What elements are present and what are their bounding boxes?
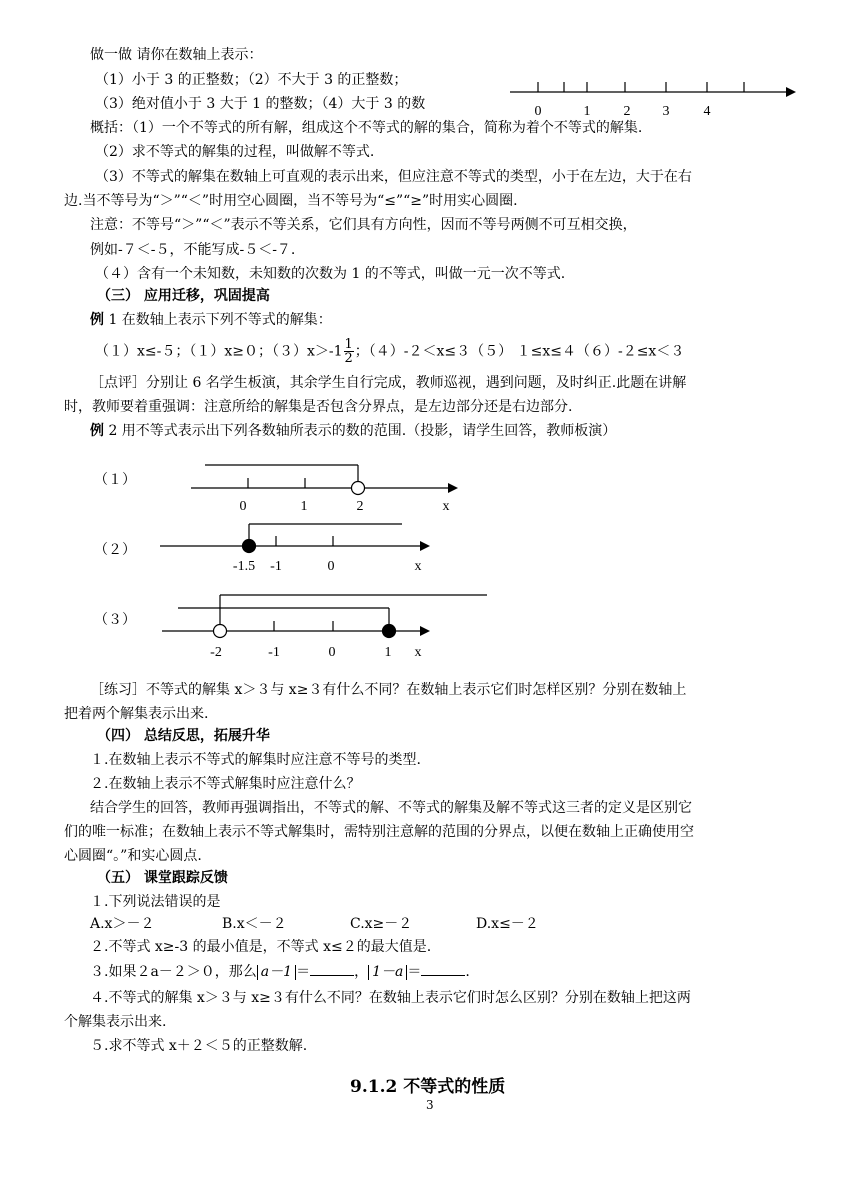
axis-variable: x	[442, 499, 450, 514]
text-line: 注意：不等号“＞”“＜”表示不等关系，它们具有方向性，因而不等号两侧不可互相交换，	[90, 217, 637, 233]
text-line: （1）小于 3 的正整数；（2）不大于 3 的正整数；	[95, 72, 408, 88]
equals-sign: ＝	[296, 964, 311, 980]
fraction-numerator: 1	[344, 337, 353, 352]
inequality-list	[95, 338, 684, 365]
filled-circle	[243, 540, 256, 553]
equals-sign: ＝	[407, 964, 422, 980]
text-line: （3）不等式的解集在数轴上可直观的表示出来，但应注意不等式的类型，小于在左边，大于在右	[95, 169, 692, 185]
tick-label: 0	[534, 104, 542, 119]
inequality-part: （１）x≤-５；（１）x≥０；（３）x＞-1	[95, 343, 343, 360]
arrow-head	[786, 87, 796, 97]
text-line: 心圆圈“。”和实心圆点.	[64, 848, 202, 864]
tick-label: -2	[210, 645, 222, 660]
text-line: 们的唯一标准；在数轴上表示不等式解集时，需特别注意解的范围的分界点，以便在数轴上正确使用空	[64, 824, 694, 840]
diagram-label: （３）	[94, 613, 136, 628]
arrow-head	[448, 483, 458, 493]
option-d: D.x≤－２	[476, 916, 539, 932]
open-circle	[352, 482, 365, 495]
absolute-value: a－1	[257, 965, 296, 980]
tick-label: -1	[268, 645, 280, 660]
example-heading	[90, 421, 616, 441]
tick-label: 3	[662, 104, 670, 119]
text-line: 边.当不等号为“＞”“＜”时用空心圆圈，当不等号为“≤”“≥”时用实心圆圈.	[64, 193, 518, 209]
question-line: ２.不等式 x≥-3 的最小值是，不等式 x≤２的最大值是.	[90, 939, 432, 955]
tick-label: 2	[623, 104, 631, 119]
absolute-value: 1－a	[368, 965, 407, 980]
tick-label: 1	[583, 104, 591, 119]
option-c: C.x≥－２	[350, 916, 413, 932]
text-line: （3）绝对值小于 3 大于 1 的整数；（4）大于 3 的数	[95, 96, 426, 112]
axis-variable: x	[414, 559, 422, 574]
text-line: （2）求不等式的解集的过程，叫做解不等式.	[95, 144, 375, 160]
diagram-label: （１）	[94, 473, 136, 488]
fraction	[344, 338, 354, 365]
example-heading	[90, 310, 332, 330]
question-line: ４.不等式的解集 x＞３与 x≥３有什么不同？在数轴上表示它们时怎么区别？分别在数轴上把这两	[90, 990, 691, 1006]
tick-label: 0	[239, 499, 247, 514]
text-line: ２.在数轴上表示不等式解集时应注意什么？	[90, 776, 361, 792]
tick-label: 1	[384, 645, 392, 660]
question-line: ５.求不等式 x＋２＜５的正整数解.	[90, 1038, 308, 1054]
separator: ，	[354, 964, 369, 980]
section-heading: （四） 总结反思，拓展升华	[97, 728, 270, 744]
text-line: 例如-７＜-５，不能写成-５＜-７.	[90, 242, 296, 258]
option-a: A.x＞－２	[90, 916, 155, 932]
example-label: 例	[90, 312, 104, 328]
inequality-part: ；（４）-２＜x≤３（５） １≤x≤４（６）-２≤x＜３	[354, 343, 685, 360]
text-line: 结合学生的回答，教师再强调指出，不等式的解、不等式的解集及解不等式这三者的定义是区别它	[90, 800, 692, 816]
tick-label: 1	[300, 499, 308, 514]
arrow-head	[420, 626, 430, 636]
filled-circle	[383, 625, 396, 638]
text-line: 时，教师要着重强调：注意所给的解集是否包含分界点，是左边部分还是右边部分.	[64, 399, 573, 415]
tick-label: 0	[327, 559, 335, 574]
text-line: 把着两个解集表示出来.	[64, 706, 209, 722]
text-line: 个解集表示出来.	[64, 1014, 167, 1030]
example-label: 例	[90, 423, 104, 439]
number-line-diagrams	[0, 440, 860, 665]
answer-blank	[421, 961, 465, 976]
text-line: １.在数轴上表示不等式的解集时应注意不等号的类型.	[90, 752, 421, 768]
tick-label: 4	[703, 104, 711, 119]
text-line: （４）含有一个未知数，未知数的次数为 1 的不等式，叫做一元一次不等式.	[95, 266, 566, 282]
page-number: 3	[426, 1098, 434, 1112]
diagram-label: （２）	[94, 543, 136, 558]
example-text: 2 用不等式表示出下列各数轴所表示的数的范围.（投影，请学生回答，教师板演）	[104, 423, 617, 439]
period: .	[465, 964, 470, 980]
text-line: ［点评］分别让 6 名学生板演，其余学生自行完成，教师巡视，遇到问题，及时纠正.此题在讲解	[90, 375, 687, 391]
number-line-top	[505, 78, 805, 120]
question-line: １.下列说法错误的是	[90, 894, 221, 910]
question-line	[90, 961, 470, 982]
text-line: ［练习］不等式的解集 x＞３与 x≥３有什么不同？在数轴上表示它们时怎样区别？分别在数轴上	[90, 682, 687, 698]
section-heading: （三） 应用迁移，巩固提高	[97, 288, 270, 304]
tick-label: 2	[356, 499, 364, 514]
section-heading: （五） 课堂跟踪反馈	[97, 870, 228, 886]
arrow-head	[420, 541, 430, 551]
question-text: ３.如果２a－２＞０，那么	[90, 964, 257, 980]
fraction-denominator: 2	[344, 351, 353, 366]
option-b: B.x＜－２	[222, 916, 287, 932]
answer-blank	[310, 961, 354, 976]
open-circle	[214, 625, 227, 638]
text-line: 做一做 请你在数轴上表示：	[90, 47, 263, 63]
tick-label: 0	[328, 645, 336, 660]
tick-label: -1.5	[232, 559, 256, 574]
section-title: 9.1.2 不等式的性质	[350, 1077, 506, 1097]
tick-label: -1	[270, 559, 282, 574]
example-text: 1 在数轴上表示下列不等式的解集：	[104, 312, 332, 328]
axis-variable: x	[414, 645, 422, 660]
text-line: 概括：（1）一个不等式的所有解，组成这个不等式的解的集合，简称为着个不等式的解集.	[90, 120, 643, 136]
